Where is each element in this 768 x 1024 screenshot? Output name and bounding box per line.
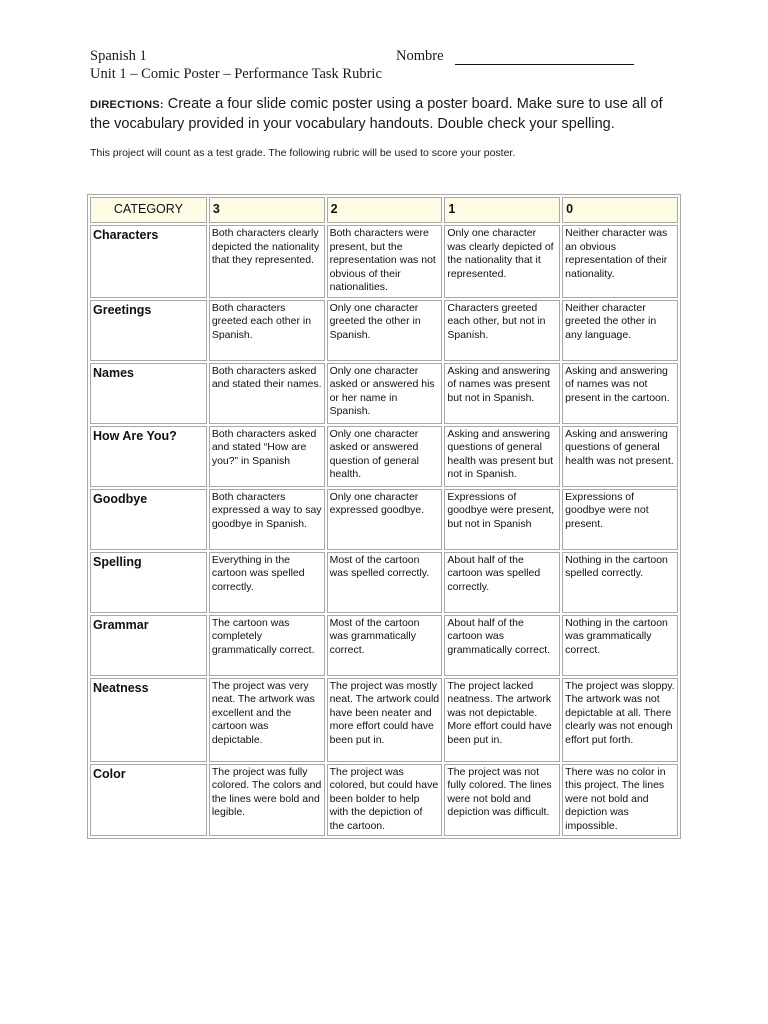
directions-label: DIRECTIONS: (90, 99, 164, 111)
cell-score-3: Both characters expressed a way to say goodbye in Spanish. (209, 489, 325, 550)
name-blank-line (455, 64, 634, 65)
cell-score-3: The cartoon was completely grammatically correct. (209, 615, 325, 676)
rubric-row-spelling (90, 552, 678, 613)
rubric-header-row (90, 197, 678, 223)
directions-paragraph (90, 95, 680, 134)
row-category: Color (90, 764, 207, 837)
cell-score-0: Nothing in the cartoon was grammatically correct. (562, 615, 678, 676)
row-category: Names (90, 363, 207, 424)
grading-note: This project will count as a test grade. The following rubric will be used to score your poster. (90, 147, 516, 159)
cell-score-2: Only one character asked or answered question of general health. (327, 426, 443, 487)
cell-score-2: Only one character asked or answered his or her name in Spanish. (327, 363, 443, 424)
header-score-3: 3 (209, 197, 325, 223)
cell-score-3: Both characters clearly depicted the nationality that they represented. (209, 225, 325, 298)
cell-score-1: The project was not fully colored. The lines were not bold and depiction was difficult. (444, 764, 560, 837)
rubric-row-greetings (90, 300, 678, 361)
course-title: Spanish 1 (90, 48, 147, 64)
cell-score-0: Asking and answering questions of general health was not present. (562, 426, 678, 487)
rubric-row-goodbye (90, 489, 678, 550)
header-score-1: 1 (444, 197, 560, 223)
cell-score-1: Asking and answering of names was present but not in Spanish. (444, 363, 560, 424)
cell-score-0: Asking and answering of names was not present in the cartoon. (562, 363, 678, 424)
cell-score-2: Both characters were present, but the representation was not obvious of their nationalities. (327, 225, 443, 298)
rubric-row-how-are-you (90, 426, 678, 487)
row-category: Grammar (90, 615, 207, 676)
row-category: Goodbye (90, 489, 207, 550)
row-category: Greetings (90, 300, 207, 361)
cell-score-0: Neither character greeted the other in any language. (562, 300, 678, 361)
cell-score-2: Only one character greeted the other in Spanish. (327, 300, 443, 361)
row-category: Characters (90, 225, 207, 298)
cell-score-0: Neither character was an obvious representation of their nationality. (562, 225, 678, 298)
cell-score-1: Asking and answering questions of general health was present but not in Spanish. (444, 426, 560, 487)
cell-score-0: Expressions of goodbye were not present. (562, 489, 678, 550)
cell-score-0: Nothing in the cartoon spelled correctly. (562, 552, 678, 613)
rubric-row-characters (90, 225, 678, 298)
cell-score-1: Characters greeted each other, but not in Spanish. (444, 300, 560, 361)
cell-score-0: The project was sloppy. The artwork was not depictable at all. There clearly was not enough effort put forth. (562, 678, 678, 762)
cell-score-2: Most of the cartoon was grammatically correct. (327, 615, 443, 676)
unit-title: Unit 1 – Comic Poster – Performance Task Rubric (90, 66, 382, 82)
cell-score-1: Expressions of goodbye were present, but not in Spanish (444, 489, 560, 550)
cell-score-2: The project was colored, but could have been bolder to help with the depiction of the cartoon. (327, 764, 443, 837)
row-category: How Are You? (90, 426, 207, 487)
rubric-row-neatness (90, 678, 678, 762)
cell-score-3: Both characters asked and stated their names. (209, 363, 325, 424)
header-category: CATEGORY (90, 197, 207, 223)
rubric-row-grammar (90, 615, 678, 676)
cell-score-3: The project was very neat. The artwork was excellent and the cartoon was depictable. (209, 678, 325, 762)
header-score-0: 0 (562, 197, 678, 223)
cell-score-2: Only one character expressed goodbye. (327, 489, 443, 550)
cell-score-3: The project was fully colored. The colors and the lines were bold and legible. (209, 764, 325, 837)
cell-score-3: Everything in the cartoon was spelled correctly. (209, 552, 325, 613)
directions-text: Create a four slide comic poster using a poster board. Make sure to use all of the vocabulary provided in your vocabulary handouts. Double check your spelling. (90, 96, 663, 132)
cell-score-2: Most of the cartoon was spelled correctly. (327, 552, 443, 613)
name-label: Nombre (396, 48, 444, 64)
cell-score-1: The project lacked neatness. The artwork was not depictable. More effort could have been put in. (444, 678, 560, 762)
header-score-2: 2 (327, 197, 443, 223)
cell-score-3: Both characters greeted each other in Spanish. (209, 300, 325, 361)
rubric-table (87, 194, 681, 839)
row-category: Spelling (90, 552, 207, 613)
cell-score-2: The project was mostly neat. The artwork could have been neater and more effort could have been put in. (327, 678, 443, 762)
cell-score-1: About half of the cartoon was spelled correctly. (444, 552, 560, 613)
row-category: Neatness (90, 678, 207, 762)
cell-score-3: Both characters asked and stated “How are you?” in Spanish (209, 426, 325, 487)
cell-score-1: About half of the cartoon was grammatically correct. (444, 615, 560, 676)
rubric-row-color (90, 764, 678, 837)
rubric-row-names (90, 363, 678, 424)
cell-score-0: There was no color in this project. The lines were not bold and depiction was impossible. (562, 764, 678, 837)
cell-score-1: Only one character was clearly depicted of the nationality that it represented. (444, 225, 560, 298)
